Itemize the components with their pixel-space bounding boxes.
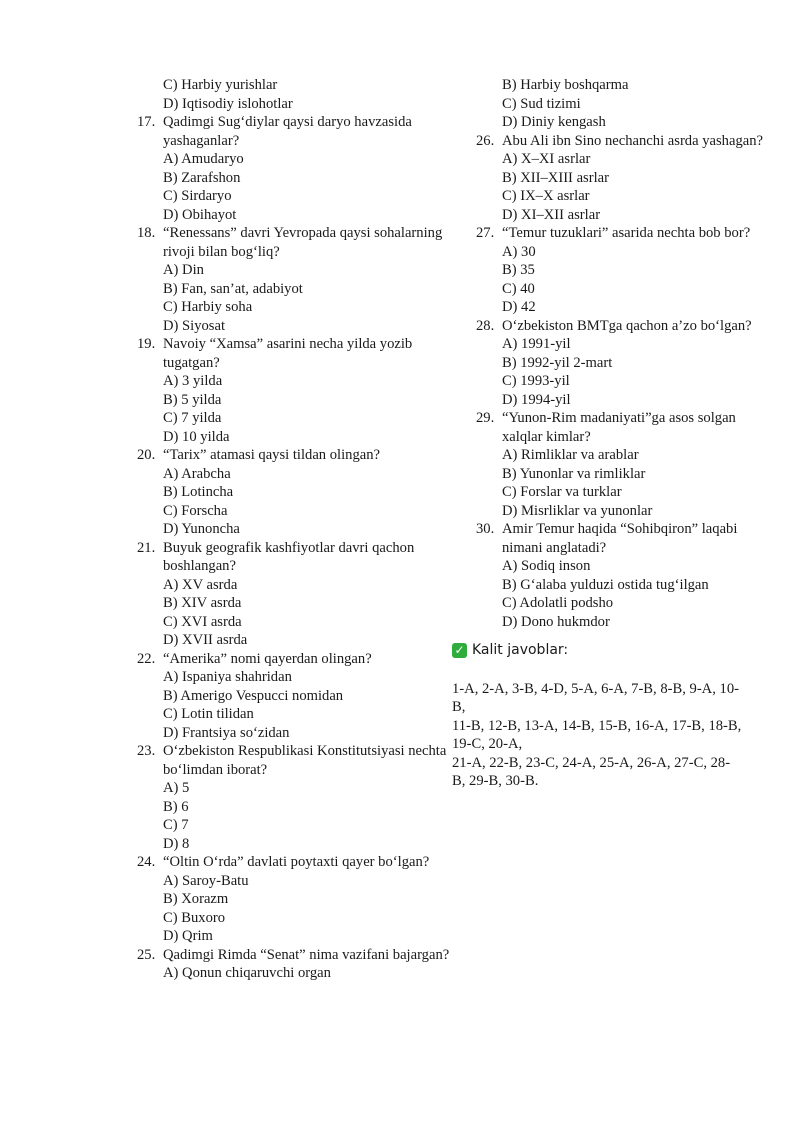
question-text: Qadimgi Sug‘diylar qaysi daryo havzasida yashaganlar? (163, 114, 412, 149)
question-text: “Amerika” nomi qayerdan olingan? (163, 650, 372, 667)
answer-option: B) 6 (163, 798, 189, 815)
answer-option: B) 1992-yil 2-mart (502, 354, 613, 371)
question-text: O‘zbekiston BMTga qachon a’zo bo‘lgan? (502, 317, 752, 334)
answer-key-line: 21-A, 22-B, 23-C, 24-A, 25-A, 26-A, 27-C, 28-B, 29-B, 30-B. (452, 754, 731, 789)
question-number: 27. (476, 225, 495, 241)
question-number: 22. (137, 650, 156, 667)
question-19 (137, 335, 457, 446)
answer-option: A) Din (163, 262, 204, 278)
answer-option: D) 42 (502, 299, 536, 315)
answer-option: D) Siyosat (163, 317, 226, 334)
answer-option: C) 7 yilda (163, 410, 222, 426)
answer-option: C) Adolatli podsho (502, 595, 614, 611)
answer-option: A) Sodiq inson (502, 558, 591, 574)
answer-option: D) Obihayot (163, 206, 237, 223)
question-25 (137, 946, 457, 983)
question-text: “Renessans” davri Yevropada qaysi sohalarning rivoji bilan bog‘liq? (163, 225, 443, 260)
answer-option: C) Sirdaryo (163, 188, 232, 204)
question-number: 28. (476, 317, 495, 334)
answer-option: B) 35 (502, 262, 535, 278)
question-27 (476, 224, 766, 317)
question-text: Abu Ali ibn Sino nechanchi asrda yashagan? (502, 132, 763, 149)
option: C) Harbiy yurishlar (163, 77, 278, 93)
answer-key-title: Kalit javoblar: (472, 642, 569, 658)
answer-option: A) 3 yilda (163, 373, 223, 389)
answer-option: C) 1993-yil (502, 373, 570, 389)
question-text: “Yunon-Rim madaniyati”ga asos solgan xalqlar kimlar? (502, 410, 736, 445)
answer-option: A) Rimliklar va arablar (502, 447, 639, 463)
answer-option: C) 7 (163, 817, 189, 833)
question-number: 25. (137, 946, 156, 963)
answer-key-body (452, 680, 742, 791)
answer-option: C) Forslar va turklar (502, 484, 622, 500)
answer-option: D) XVII asrda (163, 632, 248, 648)
answer-option: C) 40 (502, 280, 535, 297)
continued-options-right (476, 76, 766, 132)
question-text: O‘zbekiston Respublikasi Konstitutsiyasi nechta bo‘limdan iborat? (163, 743, 447, 778)
question-number: 20. (137, 447, 156, 463)
answer-option: A) 5 (163, 780, 190, 796)
answer-option: A) Amudaryo (163, 151, 244, 167)
answer-option: A) Qonun chiqaruvchi organ (163, 965, 331, 981)
answer-option: B) G‘alaba yulduzi ostida tug‘ilgan (502, 576, 709, 593)
continued-options-left (137, 76, 457, 113)
answer-option: D) 10 yilda (163, 428, 230, 445)
answer-option: B) Fan, san’at, adabiyot (163, 280, 303, 297)
question-list-left (137, 113, 457, 983)
question-23 (137, 742, 457, 853)
answer-option: D) Yunoncha (163, 521, 240, 537)
question-number: 17. (137, 114, 156, 130)
answer-option: B) 5 yilda (163, 391, 222, 408)
answer-option: D) 1994-yil (502, 391, 571, 408)
question-26 (476, 132, 766, 225)
question-text: “Tarix” atamasi qaysi tildan olingan? (163, 447, 380, 463)
answer-key-line: 1-A, 2-A, 3-B, 4-D, 5-A, 6-A, 7-B, 8-B, 9-A, 10-B, (452, 680, 739, 715)
question-text: Buyuk geografik kashfiyotlar davri qachon boshlangan? (163, 539, 415, 574)
answer-option: A) X–XI asrlar (502, 151, 591, 167)
question-number: 21. (137, 539, 156, 556)
option: D) Diniy kengash (502, 114, 606, 130)
answer-option: C) IX–X asrlar (502, 188, 590, 204)
question-list-right (476, 132, 766, 632)
answer-option: D) 8 (163, 835, 190, 852)
answer-option: B) XII–XIII asrlar (502, 169, 609, 186)
answer-option: C) Lotin tilidan (163, 706, 254, 722)
question-number: 26. (476, 132, 495, 149)
answer-option: D) Frantsiya so‘zidan (163, 724, 290, 741)
answer-option: A) 30 (502, 243, 536, 260)
question-20 (137, 446, 457, 539)
question-number: 30. (476, 521, 495, 537)
answer-option: D) Qrim (163, 928, 213, 944)
answer-option: D) Dono hukmdor (502, 613, 610, 630)
question-21 (137, 539, 457, 650)
option: C) Sud tizimi (502, 95, 581, 112)
answer-option: B) Zarafshon (163, 169, 241, 186)
answer-option: A) XV asrda (163, 576, 238, 593)
answer-option: A) Ispaniya shahridan (163, 669, 292, 685)
answer-option: C) XVI asrda (163, 613, 242, 630)
question-24 (137, 853, 457, 946)
answer-option: B) Lotincha (163, 484, 234, 500)
question-29 (476, 409, 766, 520)
answer-option: C) Buxoro (163, 909, 226, 926)
answer-option: C) Forscha (163, 502, 228, 519)
answer-option: B) XIV asrda (163, 595, 242, 611)
question-28 (476, 317, 766, 410)
answer-option: A) Arabcha (163, 465, 231, 482)
answer-option: B) Yunonlar va rimliklar (502, 465, 646, 482)
check-mark-icon: ✓ (452, 643, 467, 658)
question-22 (137, 650, 457, 743)
question-text: Amir Temur haqida “Sohibqiron” laqabi nimani anglatadi? (502, 521, 738, 556)
option: D) Iqtisodiy islohotlar (163, 95, 293, 112)
answer-key-heading (452, 641, 766, 660)
right-column (452, 76, 766, 791)
question-number: 18. (137, 225, 156, 241)
question-number: 19. (137, 336, 156, 352)
question-number: 29. (476, 410, 495, 426)
answer-key-line: 11-B, 12-B, 13-A, 14-B, 15-B, 16-A, 17-B, 18-B, 19-C, 20-A, (452, 717, 742, 752)
question-text: “Temur tuzuklari” asarida nechta bob bor? (502, 225, 751, 241)
question-18 (137, 224, 457, 335)
left-column (137, 76, 457, 983)
question-number: 24. (137, 854, 156, 870)
answer-option: B) Amerigo Vespucci nomidan (163, 687, 344, 704)
answer-option: D) XI–XII asrlar (502, 206, 601, 223)
answer-option: C) Harbiy soha (163, 299, 253, 315)
answer-option: A) Saroy-Batu (163, 872, 249, 889)
question-text: Navoiy “Xamsa” asarini necha yilda yozib tugatgan? (163, 336, 413, 371)
question-text: “Oltin O‘rda” davlati poytaxti qayer bo‘lgan? (163, 854, 430, 870)
answer-option: A) 1991-yil (502, 336, 571, 352)
option: B) Harbiy boshqarma (502, 77, 629, 93)
answer-option: B) Xorazm (163, 891, 229, 907)
question-number: 23. (137, 743, 156, 759)
question-text: Qadimgi Rimda “Senat” nima vazifani bajargan? (163, 946, 450, 963)
answer-option: D) Misrliklar va yunonlar (502, 502, 653, 519)
question-17 (137, 113, 457, 224)
question-30 (476, 520, 766, 631)
